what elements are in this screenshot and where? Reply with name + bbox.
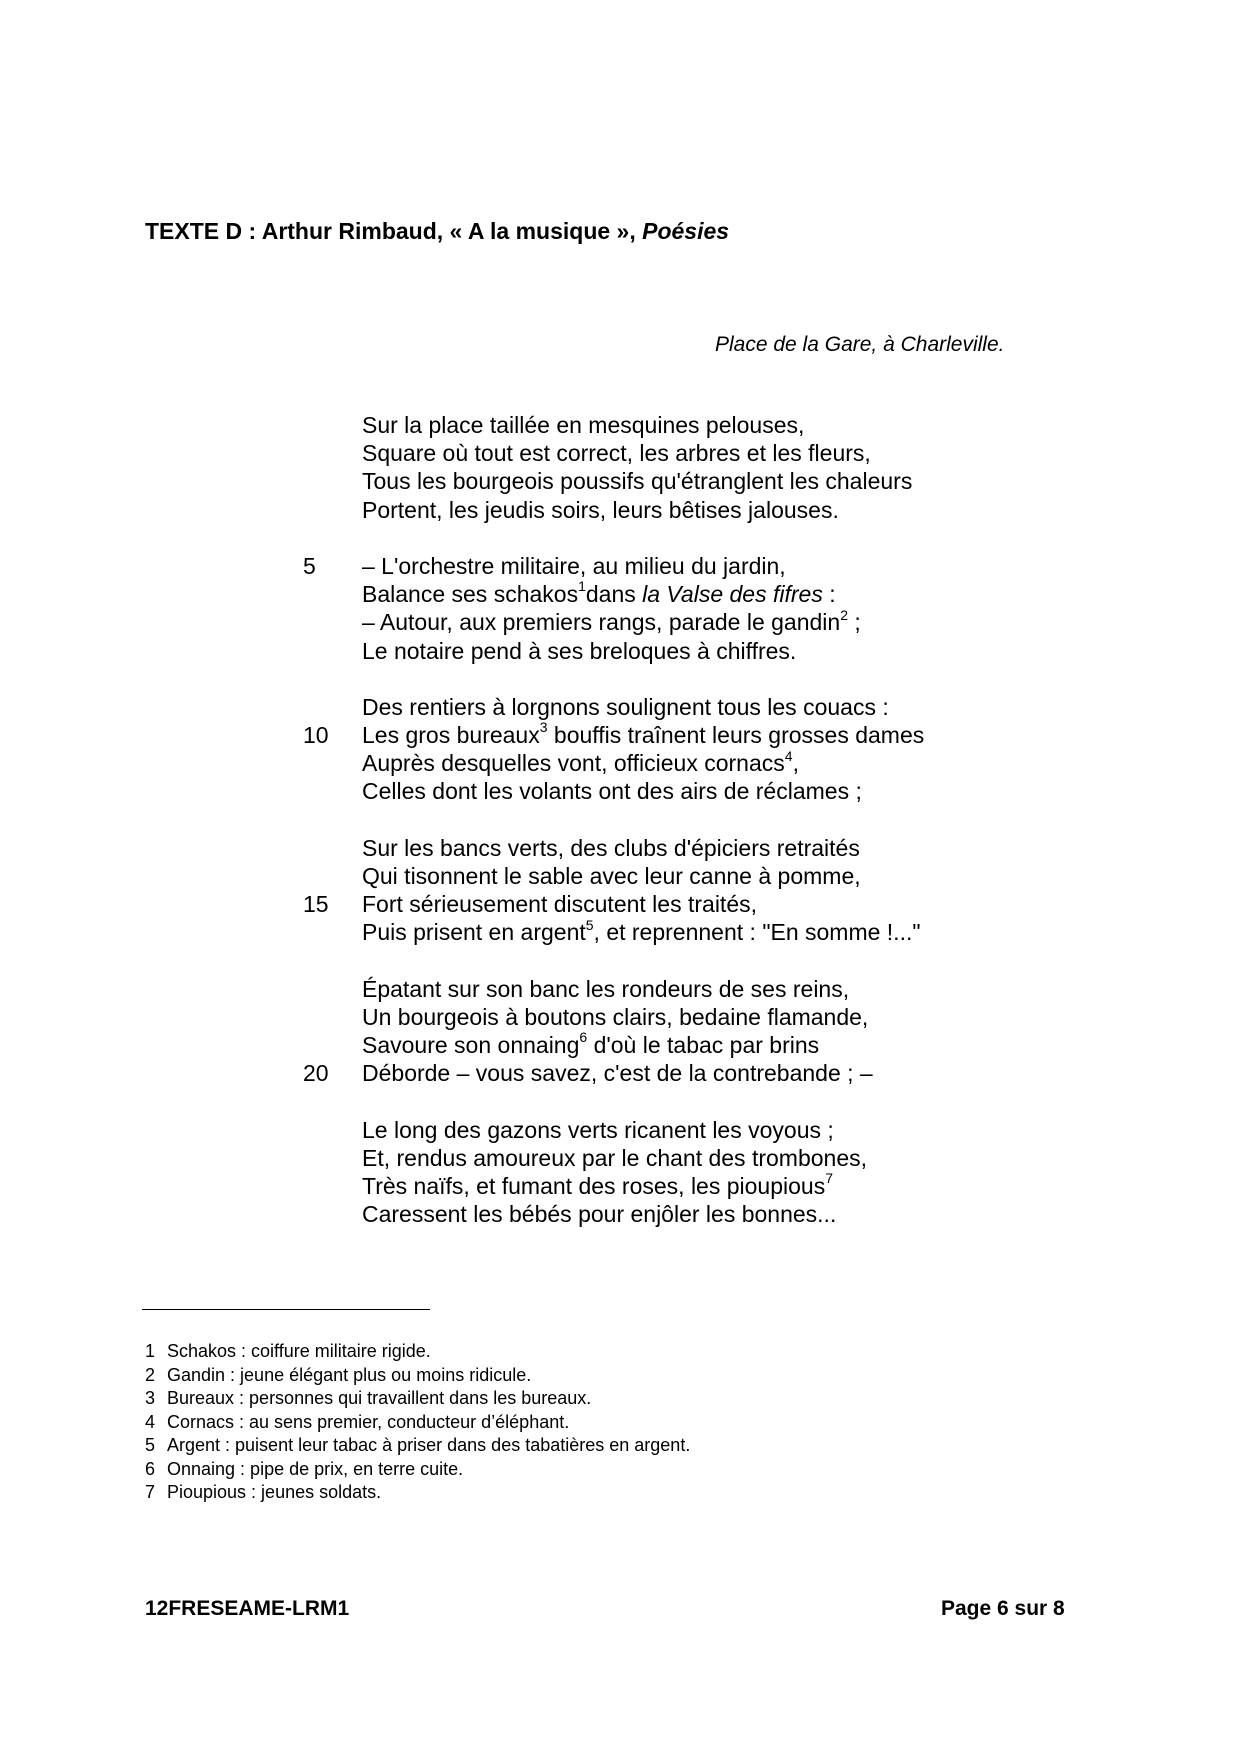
verse-fragment: Tous les bourgeois poussifs qu'étranglent les chaleurs	[362, 468, 913, 495]
poem-line	[0, 918, 1240, 946]
footnote-text: Bureaux : personnes qui travaillent dans les bureaux.	[167, 1388, 592, 1408]
verse-fragment: – Autour, aux premiers rangs, parade le gandin	[362, 609, 841, 636]
verse-text	[362, 1116, 834, 1144]
verse-text	[362, 1003, 868, 1031]
verse-text	[362, 439, 871, 467]
verse-text	[362, 552, 786, 580]
footnote-text: Gandin : jeune élégant plus ou moins ridicule.	[167, 1364, 532, 1385]
footnote-item	[145, 1411, 690, 1435]
poem-location: Place de la Gare, à Charleville.	[715, 333, 1005, 356]
verse-fragment: Portent, les jeudis soirs, leurs bêtises jalouses.	[362, 496, 839, 523]
verse-text	[362, 975, 849, 1003]
verse-fragment: Un bourgeois à boutons clairs, bedaine flamande,	[362, 1003, 869, 1030]
verse-text	[362, 637, 796, 665]
verse-fragment: d'où le tabac par brins	[587, 1032, 820, 1059]
footnote-item	[145, 1364, 690, 1388]
line-number: 10	[303, 722, 329, 749]
verse-fragment: Sur la place taillée en mesquines pelouses,	[362, 412, 805, 438]
verse-fragment: Les gros bureaux	[362, 722, 540, 749]
verse-fragment: Le notaire pend à ses breloques à chiffres.	[362, 637, 797, 664]
poem-line	[0, 721, 1240, 749]
verse-fragment: Auprès desquelles vont, officieux cornacs	[362, 750, 785, 777]
document-title	[145, 218, 729, 245]
footnote-divider	[142, 1309, 430, 1310]
title-work: Poésies	[642, 218, 730, 244]
stanza-gap	[0, 947, 1240, 975]
poem-line	[0, 749, 1240, 777]
footnote-number: 6	[145, 1458, 156, 1479]
verse-fragment: Fort sérieusement discutent les traités,	[362, 891, 757, 918]
poem-line	[0, 1059, 1240, 1087]
verse-text	[362, 467, 912, 495]
verse-fragment: Savoure son onnaing	[362, 1032, 580, 1059]
footnote-reference: 7	[825, 1170, 834, 1187]
footnote-number: 7	[145, 1482, 156, 1502]
poem-line	[0, 890, 1240, 918]
verse-fragment: Celles dont les volants ont des airs de réclames ;	[362, 778, 862, 805]
verse-fragment: – L'orchestre militaire, au milieu du jardin,	[362, 552, 786, 579]
document-code: 12FRESEAME-LRM1	[145, 1597, 350, 1620]
verse-fragment: Puis prisent en argent	[362, 919, 586, 946]
verse-fragment: Sur les bancs verts, des clubs d'épiciers retraités	[362, 834, 860, 861]
stanza-gap	[0, 665, 1240, 693]
verse-text	[362, 608, 861, 636]
poem-line	[0, 439, 1240, 467]
line-number: 15	[303, 891, 329, 918]
footnote-item	[145, 1458, 690, 1482]
poem-line	[0, 637, 1240, 665]
poem-line	[0, 411, 1240, 439]
verse-text	[362, 721, 924, 749]
stanza-gap	[0, 524, 1240, 552]
verse-text	[362, 496, 839, 524]
poem-line	[0, 580, 1240, 608]
poem-line	[0, 862, 1240, 890]
verse-fragment: , et reprennent : "En somme !..."	[593, 919, 921, 946]
poem-line	[0, 1172, 1240, 1200]
poem-line	[0, 777, 1240, 805]
footnote-item	[145, 1387, 690, 1411]
footnote-number: 5	[145, 1435, 156, 1455]
line-number: 20	[303, 1060, 329, 1087]
line-number: 5	[303, 552, 316, 579]
verse-text	[362, 749, 799, 777]
verse-fragment: Caressent les bébés pour enjôler les bonnes...	[362, 1201, 837, 1228]
verse-text	[362, 1059, 873, 1087]
title-prefix: TEXTE D : Arthur Rimbaud, « A la musique »,	[145, 218, 643, 244]
verse-fragment: Épatant sur son banc les rondeurs de ses reins,	[362, 975, 850, 1002]
verse-fragment: Square où tout est correct, les arbres et les fleurs,	[362, 440, 871, 467]
verse-fragment: bouffis traînent leurs grosses dames	[547, 722, 925, 749]
verse-fragment: dans	[585, 581, 643, 608]
poem-line	[0, 1200, 1240, 1228]
verse-text	[362, 580, 836, 608]
verse-text	[362, 1200, 836, 1228]
poem-line	[0, 1144, 1240, 1172]
verse-fragment: ,	[792, 750, 799, 777]
footnote-text: Pioupious : jeunes soldats.	[167, 1482, 382, 1502]
footnote-reference: 3	[539, 719, 548, 736]
footnote-reference: 4	[784, 747, 793, 764]
verse-fragment: Très naïfs, et fumant des roses, les pioupious	[362, 1173, 826, 1200]
poem-body	[0, 411, 1240, 1228]
footnote-text: Argent : puisent leur tabac à priser dans des tabatières en argent.	[167, 1435, 691, 1455]
poem-line	[0, 975, 1240, 1003]
poem-line	[0, 1003, 1240, 1031]
footnote-number: 2	[145, 1364, 156, 1385]
verse-fragment: Et, rendus amoureux par le chant des trombones,	[362, 1144, 868, 1171]
poem-line	[0, 1031, 1240, 1059]
verse-text	[362, 862, 861, 890]
verse-text	[362, 918, 921, 946]
footnote-item	[145, 1481, 690, 1505]
footnote-text: Schakos : coiffure militaire rigide.	[167, 1341, 431, 1361]
poem-line	[0, 467, 1240, 495]
verse-fragment: Déborde – vous savez, c'est de la contrebande ; –	[362, 1060, 873, 1087]
footnote-item	[145, 1434, 690, 1458]
footnote-number: 1	[145, 1341, 156, 1361]
footnote-number: 4	[145, 1411, 156, 1432]
verse-text	[362, 1144, 867, 1172]
verse-fragment: Le long des gazons verts ricanent les voyous ;	[362, 1116, 834, 1143]
footnote-reference: 1	[578, 578, 586, 595]
page-number: Page 6 sur 8	[941, 1597, 1065, 1620]
poem-line	[0, 1116, 1240, 1144]
footnote-text: Onnaing : pipe de prix, en terre cuite.	[167, 1458, 464, 1479]
footnotes	[145, 1340, 690, 1505]
footnote-reference: 2	[840, 606, 848, 623]
footnote-number: 3	[145, 1388, 156, 1408]
poem-line	[0, 552, 1240, 580]
verse-text	[362, 777, 862, 805]
verse-text	[362, 693, 889, 721]
poem-line	[0, 496, 1240, 524]
verse-fragment: Balance ses schakos	[362, 581, 579, 608]
footnote-item	[145, 1340, 690, 1364]
verse-text	[362, 1172, 833, 1200]
verse-text	[362, 834, 860, 862]
verse-fragment: ;	[848, 609, 861, 636]
poem-line	[0, 834, 1240, 862]
verse-text	[362, 1031, 819, 1059]
footnote-text: Cornacs : au sens premier, conducteur d’éléphant.	[167, 1411, 570, 1432]
verse-text	[362, 890, 757, 918]
verse-text	[362, 411, 804, 439]
verse-fragment: Des rentiers à lorgnons soulignent tous les couacs :	[362, 693, 889, 720]
stanza-gap	[0, 1088, 1240, 1116]
stanza-gap	[0, 806, 1240, 834]
footnote-reference: 6	[579, 1029, 588, 1046]
poem-line	[0, 608, 1240, 636]
verse-fragment: :	[822, 581, 836, 608]
verse-fragment: Qui tisonnent le sable avec leur canne à pomme,	[362, 863, 861, 889]
footnote-reference: 5	[585, 916, 594, 933]
italic-title: la Valse des fifres	[642, 581, 823, 608]
poem-line	[0, 693, 1240, 721]
